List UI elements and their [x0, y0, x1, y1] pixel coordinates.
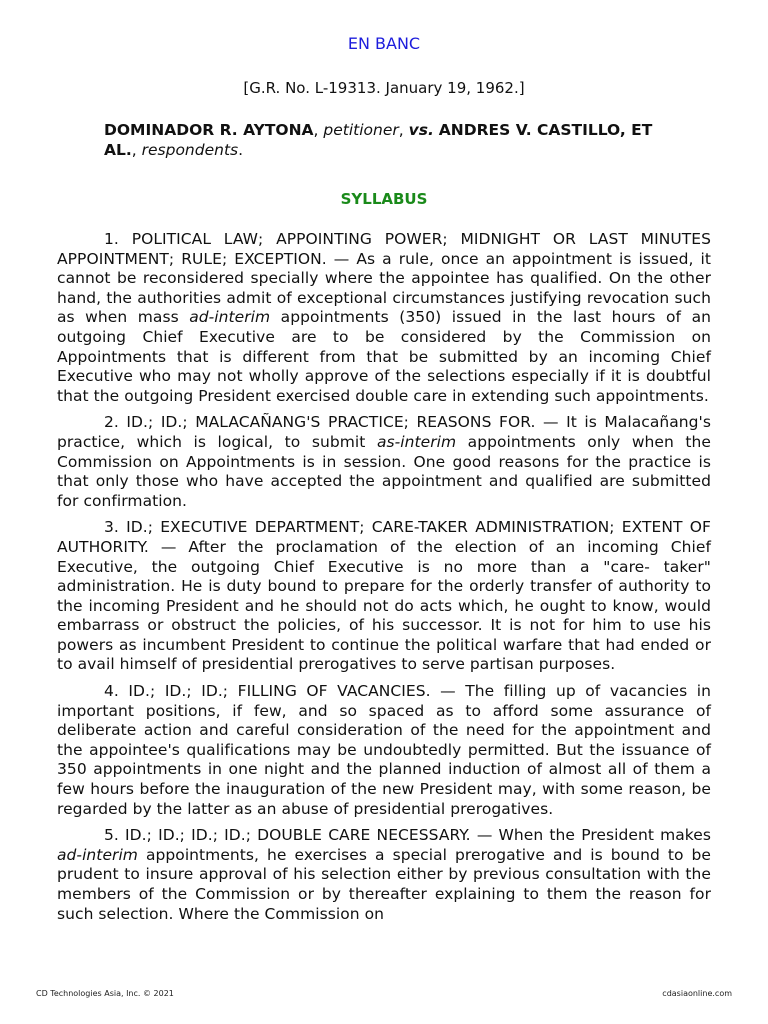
syllabus-text: appointments only when the Commission on Appointments is in session. One good reasons for the practice is that only those who have accepted the appointment and qualified are submitted for confirmation. — [57, 432, 711, 510]
syllabus-text: 1. POLITICAL LAW; APPOINTING POWER; MIDNIGHT OR LAST MINUTES APPOINTMENT; RULE; EXCEPTION. — As a rule, once an appointment is issued, it cannot be reconsidered specially where the appointee has qualified. On the other hand, the authorities admit of exceptional circumstances justifying revocation such as when mass — [57, 230, 711, 327]
syllabus-text: 4. ID.; ID.; ID.; FILLING OF VACANCIES. — The filling up of vacancies in important positions, if few, and so spaced as to afford some assurance of deliberate action and careful consideration of the need for the appointment and the appointee's qualifications may be undoubtedly permitted. But the issuance of 350 appointments in one night and the planned induction of almost all of them a few hours before the inauguration of the new President may, with some reason, be regarded by the latter as an abuse of presidential prerogatives. — [57, 682, 711, 818]
footer-website: cdasiaonline.com — [662, 989, 732, 998]
respondent-name: ANDRES V. CASTILLO, ET AL. — [104, 121, 653, 159]
footer-copyright: CD Technologies Asia, Inc. © 2021 — [36, 989, 174, 998]
syllabus-item-5 — [57, 826, 711, 924]
syllabus-emphasis: as-interim — [376, 432, 457, 451]
syllabus-item-2 — [57, 413, 711, 511]
syllabus-emphasis: ad-interim — [189, 308, 271, 327]
case-parties — [57, 120, 711, 160]
syllabus-text: 5. ID.; ID.; ID.; ID.; DOUBLE CARE NECESSARY. — When the President makes — [104, 826, 711, 845]
case-number: [G.R. No. L-19313. January 19, 1962.] — [243, 79, 525, 97]
syllabus-heading: SYLLABUS — [340, 190, 428, 208]
document-page — [57, 32, 711, 924]
syllabus-emphasis: ad-interim — [57, 845, 138, 864]
syllabus-text: appointments, he exercises a special prerogative and is bound to be prudent to insure approval of his selection either by previous consultation with the members of the Commission or by thereafter explaining to them the reason for such selection. Where the Commission on — [57, 845, 711, 923]
petitioner-name: DOMINADOR R. AYTONA — [104, 121, 314, 139]
period: . — [238, 141, 244, 159]
separator: , — [131, 141, 142, 159]
syllabus-text: 3. ID.; EXECUTIVE DEPARTMENT; CARE-TAKER ADMINISTRATION; EXTENT OF AUTHORITY. — After the proclamation of the election of an incoming Chief Executive, the outgoing Chief Executive is no more than a "care- taker" administration. He is duty bound to prepare for the orderly transfer of authority to the incoming President and he should not do acts which, he ought to know, would embarrass or obstruct the policies, of his successor. It is not for him to use his powers as incumbent President to continue the political warfare that had ended or to avail himself of presidential prerogatives to serve partisan purposes. — [57, 518, 711, 674]
syllabus-item-1 — [57, 230, 711, 406]
syllabus-list — [57, 230, 711, 924]
separator: , — [398, 121, 409, 139]
syllabus-text: appointments (350) issued in the last hours of an outgoing Chief Executive are to be considered by the Commission on Appointments that is different from that be submitted by an incoming Chief Executive who may not wholly approve of the selections especially if it is doubtful that the outgoing President exercised double care in extending such appointments. — [57, 308, 711, 405]
respondent-role: respondents — [141, 141, 239, 159]
syllabus-item-4 — [57, 682, 711, 819]
syllabus-item-3 — [57, 518, 711, 675]
syllabus-text: 2. ID.; ID.; MALACAÑANG'S PRACTICE; REASONS FOR. — It is Malacañang's practice, which is logical, to submit — [57, 413, 711, 451]
petitioner-role: petitioner — [323, 121, 399, 139]
court-division-heading: EN BANC — [347, 34, 421, 53]
versus-label: vs. — [408, 121, 434, 139]
separator: , — [313, 121, 324, 139]
